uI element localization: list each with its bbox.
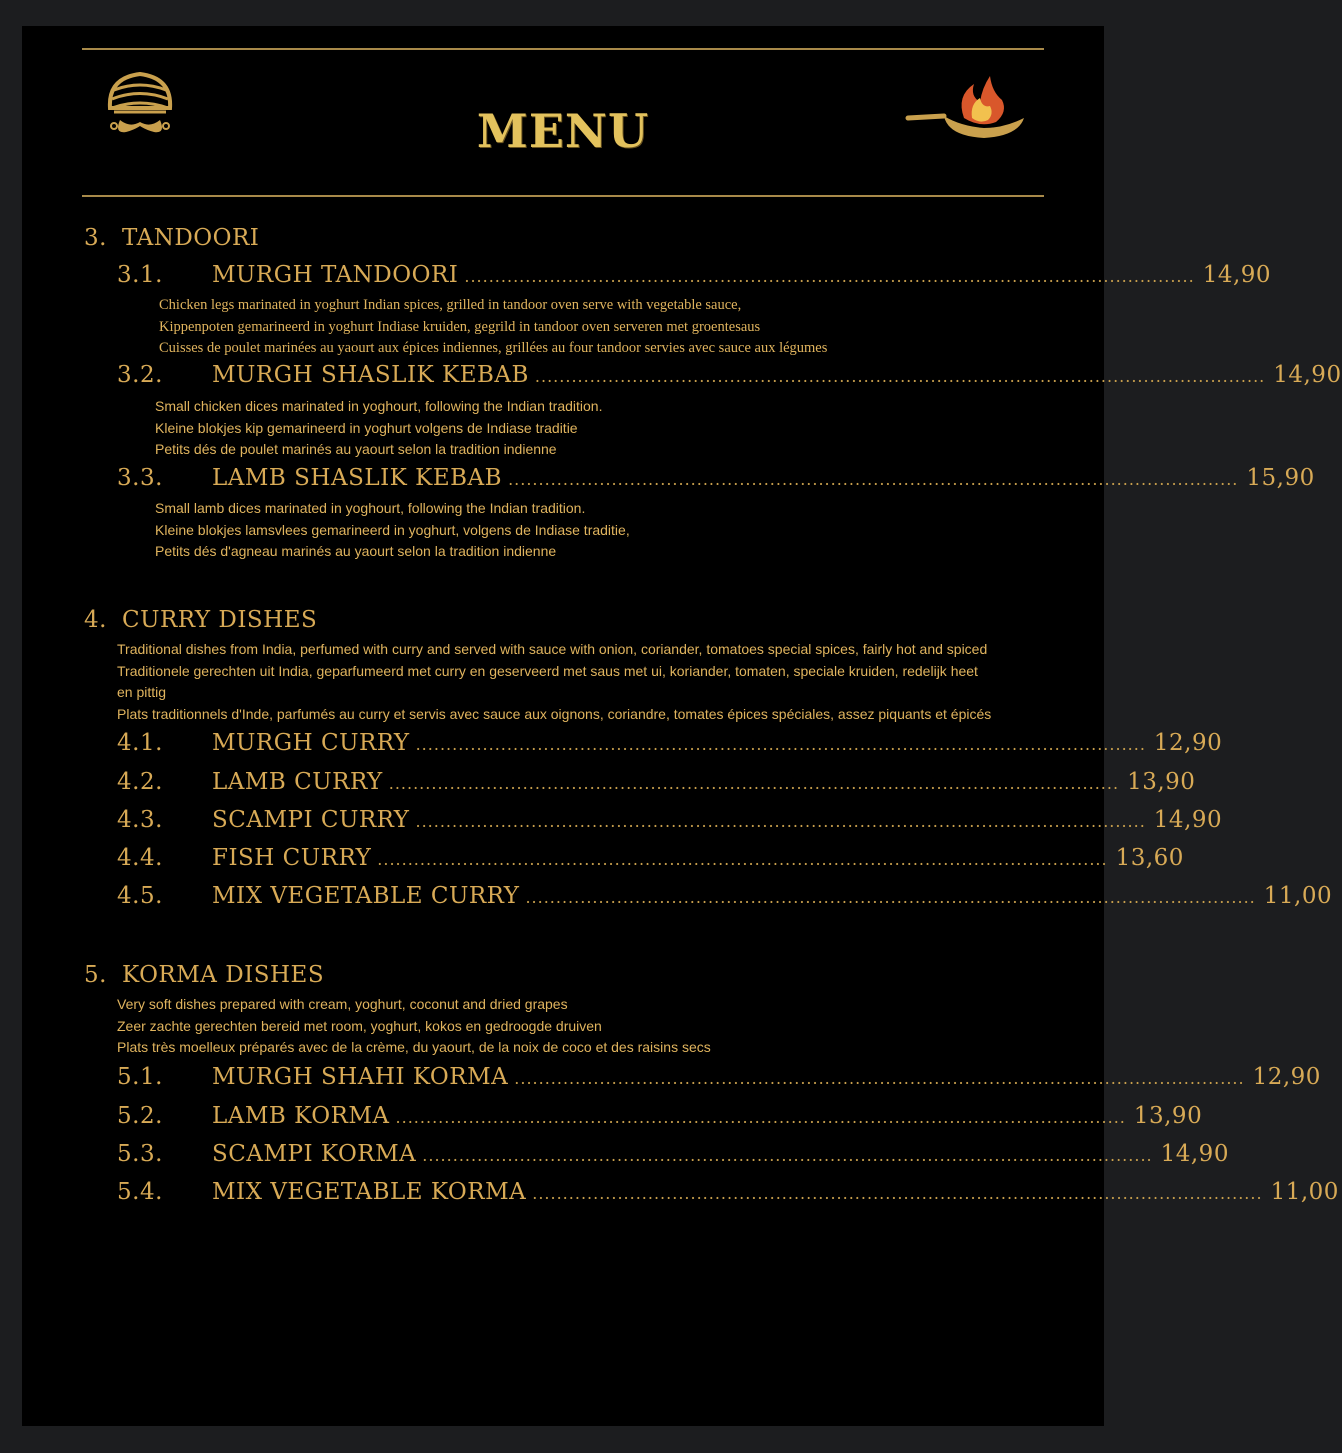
section-number: 5. (84, 962, 107, 988)
item-name: MIX VEGETABLE KORMA (212, 1179, 527, 1205)
section-number: 3. (84, 225, 107, 251)
desc-line-nl-cont: en pittig (117, 684, 167, 700)
desc-line-fr: Petits dés de poulet marinés au yaourt selon la tradition indienne (155, 441, 557, 457)
item-number: 4.4. (117, 845, 163, 871)
menu-item-4-1 (117, 730, 1223, 760)
item-price: 11,00 (1263, 883, 1333, 909)
item-name: MURGH TANDOORI (212, 262, 459, 288)
item-price: 12,90 (1252, 1064, 1321, 1090)
menu-item-5-4 (117, 1179, 1339, 1209)
item-name: MURGH SHAHI KORMA (212, 1064, 509, 1090)
item-price: 11,00 (1270, 1179, 1339, 1205)
menu-item-3-1 (117, 262, 1272, 292)
item-number: 4.2. (117, 769, 163, 795)
item-price: 13,90 (1127, 769, 1196, 795)
item-description (155, 396, 602, 461)
menu-item-5-1 (117, 1064, 1321, 1094)
menu-item-5-2 (117, 1103, 1203, 1133)
item-number: 5.2. (117, 1103, 163, 1129)
item-price: 12,90 (1153, 730, 1223, 756)
item-description (155, 498, 630, 563)
dot-leader: ........................................................................................................................ (508, 470, 1239, 489)
desc-line-fr: Plats très moelleux préparés avec de la crème, du yaourt, de la noix de coco et des raisins secs (117, 1039, 711, 1055)
desc-line-en: Traditional dishes from India, perfumed with curry and served with sauce with onion, coriander, tomatoes special spices, fairly hot and spiced (117, 641, 988, 657)
section-description (117, 994, 711, 1059)
item-number: 3.3. (117, 465, 163, 491)
desc-line-en: Chicken legs marinated in yoghurt Indian spices, grilled in tandoor oven serve with vegetable sauce, (159, 297, 742, 313)
item-name: LAMB KORMA (212, 1103, 390, 1129)
item-price: 13,60 (1115, 845, 1184, 871)
header-bottom-rule (82, 195, 1044, 197)
dot-leader: ........................................................................................................................ (388, 774, 1120, 793)
menu-item-4-3 (117, 807, 1223, 837)
item-name: MURGH CURRY (212, 730, 410, 756)
item-name: SCAMPI CURRY (212, 807, 410, 833)
desc-line-nl: Kleine blokjes kip gemarineerd in yoghurt volgens de Indiase traditie (155, 419, 578, 436)
item-number: 5.1. (117, 1064, 163, 1090)
menu-item-5-3 (117, 1141, 1229, 1171)
menu-item-4-4 (117, 845, 1184, 875)
item-name: FISH CURRY (212, 845, 372, 871)
section-title-korma (84, 962, 324, 988)
desc-line-fr: Plats traditionnels d'Inde, parfumés au curry et servis avec sauce aux oignons, coriandre, tomates épices spéciales, assez piquants et épicés (117, 705, 992, 722)
item-price: 14,90 (1202, 262, 1272, 288)
item-number: 4.3. (117, 807, 163, 833)
item-price: 14,90 (1153, 807, 1223, 833)
desc-line-en: Small lamb dices marinated in yoghourt, following the Indian tradition. (155, 500, 586, 516)
desc-line-en: Small chicken dices marinated in yoghourt, following the Indian tradition. (155, 398, 603, 414)
item-price: 13,90 (1133, 1103, 1203, 1129)
dot-leader: ........................................................................................................................ (514, 1069, 1245, 1088)
item-name: MIX VEGETABLE CURRY (212, 883, 520, 909)
section-name: TANDOORI (122, 225, 260, 251)
menu-item-3-3 (117, 465, 1315, 495)
item-name: MURGH SHASLIK KEBAB (212, 362, 529, 388)
item-number: 4.5. (117, 883, 163, 909)
menu-page (22, 26, 1342, 1426)
section-name: CURRY DISHES (122, 607, 318, 633)
dot-leader: ........................................................................................................................ (377, 850, 1108, 869)
dot-leader: ........................................................................................................................ (464, 267, 1195, 286)
dot-leader: ........................................................................................................................ (422, 1146, 1153, 1165)
desc-line-fr: Petits dés d'agneau marinés au yaourt selon la tradition indienne (155, 543, 557, 559)
desc-line-en: Very soft dishes prepared with cream, yoghurt, coconut and dried grapes (117, 996, 568, 1012)
desc-line-nl: Kleine blokjes lamsvlees gemarineerd in yoghurt, volgens de Indiase traditie, (155, 521, 630, 538)
desc-line-nl: Traditionele gerechten uit India, geparfumeerd met curry en geserveerd met saus met ui, koriander, tomaten, speciale kruiden, redelijk heet (117, 662, 978, 679)
page-title: MENU (476, 104, 650, 158)
section-number: 4. (84, 607, 107, 633)
dot-leader: ........................................................................................................................ (534, 367, 1266, 386)
dot-leader: ........................................................................................................................ (532, 1184, 1263, 1203)
menu-item-4-5 (117, 883, 1333, 913)
desc-line-fr: Cuisses de poulet marinées au yaourt aux épices indiennes, grillées au four tandoor servies avec sauce aux légumes (159, 340, 828, 356)
section-title-tandoori (84, 225, 259, 251)
item-number: 5.4. (117, 1179, 163, 1205)
item-price: 14,90 (1160, 1141, 1229, 1167)
section-name: KORMA DISHES (122, 962, 325, 988)
dot-leader: ........................................................................................................................ (395, 1108, 1126, 1127)
menu-item-4-2 (117, 769, 1196, 799)
item-name: SCAMPI KORMA (212, 1141, 417, 1167)
item-number: 3.2. (117, 362, 163, 388)
section-title-curry (84, 607, 317, 633)
item-name: LAMB SHASLIK KEBAB (212, 465, 503, 491)
section-description (117, 639, 991, 725)
item-price: 15,90 (1246, 465, 1315, 491)
item-price: 14,90 (1273, 362, 1342, 388)
dot-leader: ........................................................................................................................ (415, 812, 1146, 831)
desc-line-nl: Kippenpoten gemarineerd in yoghurt Indiase kruiden, gegrild in tandoor oven serveren met groentesaus (159, 318, 761, 335)
item-name: LAMB CURRY (212, 769, 383, 795)
item-number: 4.1. (117, 730, 163, 756)
dot-leader: ........................................................................................................................ (525, 888, 1256, 907)
desc-line-nl: Zeer zachte gerechten bereid met room, yoghurt, kokos en gedroogde druiven (117, 1017, 602, 1034)
item-number: 5.3. (117, 1141, 163, 1167)
item-description (159, 295, 827, 360)
header-top-rule (82, 48, 1044, 50)
menu-item-3-2 (117, 362, 1342, 392)
dot-leader: ........................................................................................................................ (415, 735, 1146, 754)
item-number: 3.1. (117, 262, 163, 288)
